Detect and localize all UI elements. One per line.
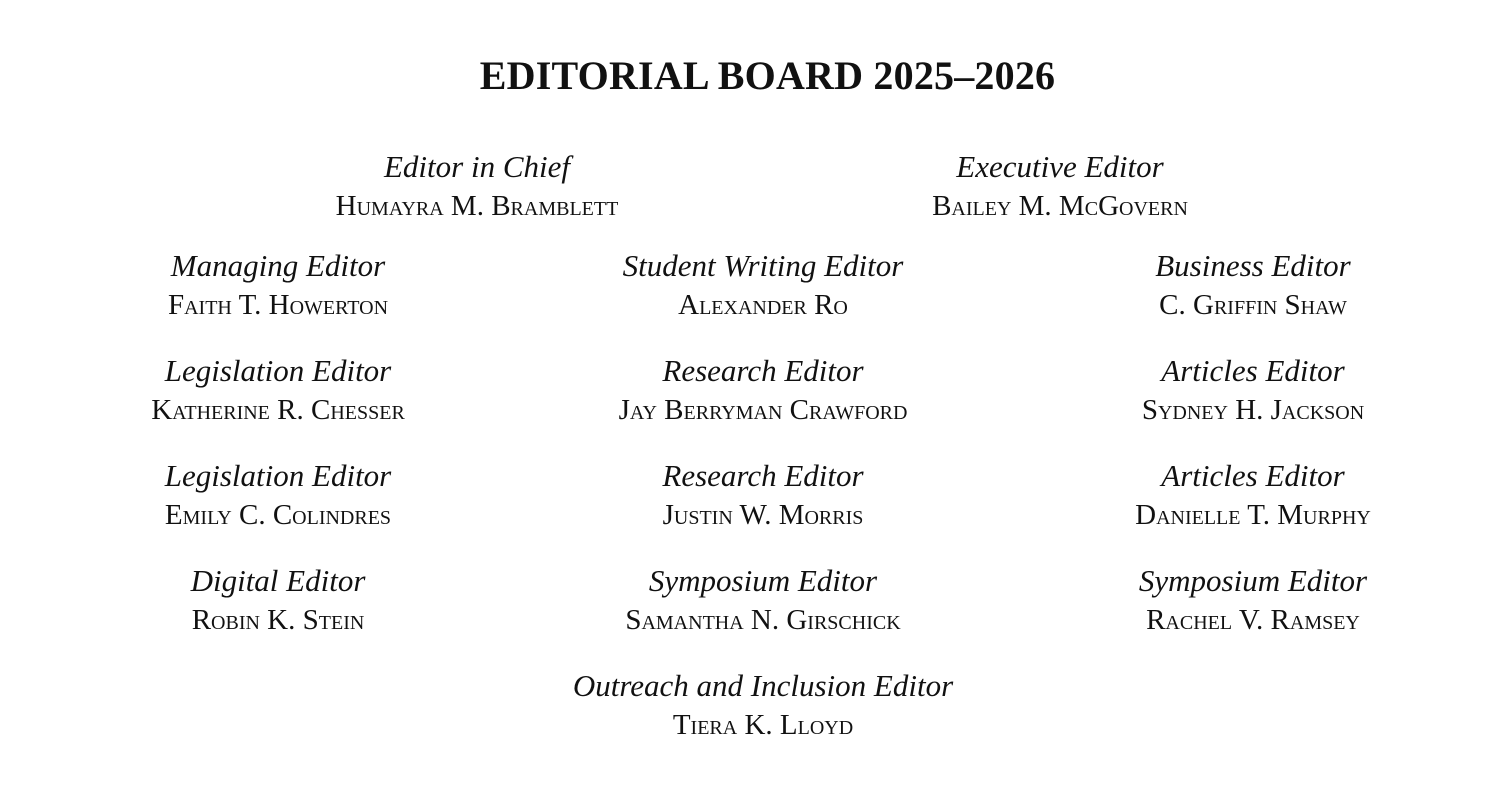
role-label: Articles Editor bbox=[1161, 353, 1345, 388]
person-name: Robin K. Stein bbox=[191, 604, 365, 636]
board-entry-managing-editor bbox=[18, 247, 538, 325]
role-label: Outreach and Inclusion Editor bbox=[572, 668, 954, 703]
board-entry-outreach-inclusion-editor bbox=[503, 667, 1023, 745]
board-entry-articles-editor bbox=[993, 457, 1505, 535]
person-name: Faith T. Howerton bbox=[167, 289, 389, 321]
role-label: Executive Editor bbox=[956, 149, 1164, 184]
person-name: C. Griffin Shaw bbox=[1159, 289, 1347, 321]
person-name: Emily C. Colindres bbox=[164, 499, 392, 531]
board-entry-student-writing-editor bbox=[503, 247, 1023, 325]
role-label: Student Writing Editor bbox=[622, 248, 904, 283]
person-name: Sydney H. Jackson bbox=[1141, 394, 1365, 426]
person-name: Katherine R. Chesser bbox=[151, 394, 405, 426]
board-entry-research-editor bbox=[503, 457, 1023, 535]
role-label: Managing Editor bbox=[170, 248, 386, 283]
board-entry-research-editor bbox=[503, 352, 1023, 430]
role-label: Legislation Editor bbox=[164, 353, 392, 388]
board-entry-articles-editor bbox=[993, 352, 1505, 430]
person-name: Bailey M. McGovern bbox=[932, 190, 1188, 222]
role-label: Research Editor bbox=[662, 458, 864, 493]
role-label: Articles Editor bbox=[1161, 458, 1345, 493]
person-name: Humayra M. Bramblett bbox=[335, 190, 619, 222]
role-label: Digital Editor bbox=[190, 563, 366, 598]
role-label: Symposium Editor bbox=[648, 563, 878, 598]
role-label: Research Editor bbox=[662, 353, 864, 388]
board-entry-business-editor bbox=[993, 247, 1505, 325]
board-entry-executive-editor bbox=[800, 148, 1320, 226]
board-entry-legislation-editor bbox=[18, 457, 538, 535]
board-entry-symposium-editor bbox=[503, 562, 1023, 640]
person-name: Tiera K. Lloyd bbox=[672, 709, 854, 741]
role-label: Business Editor bbox=[1155, 248, 1351, 283]
person-name: Samantha N. Girschick bbox=[625, 604, 901, 636]
board-entry-digital-editor bbox=[18, 562, 538, 640]
role-label: Legislation Editor bbox=[164, 458, 392, 493]
person-name: Jay Berryman Crawford bbox=[618, 394, 908, 426]
role-label: Editor in Chief bbox=[384, 149, 570, 184]
person-name: Alexander Ro bbox=[678, 289, 848, 321]
page-title: EDITORIAL BOARD 2025–2026 bbox=[479, 53, 1056, 98]
board-entry-symposium-editor bbox=[993, 562, 1505, 640]
board-entry-legislation-editor bbox=[18, 352, 538, 430]
board-entry-editor-in-chief bbox=[217, 148, 737, 226]
role-label: Symposium Editor bbox=[1138, 563, 1368, 598]
person-name: Justin W. Morris bbox=[662, 499, 864, 531]
person-name: Rachel V. Ramsey bbox=[1146, 604, 1360, 636]
person-name: Danielle T. Murphy bbox=[1135, 499, 1371, 531]
